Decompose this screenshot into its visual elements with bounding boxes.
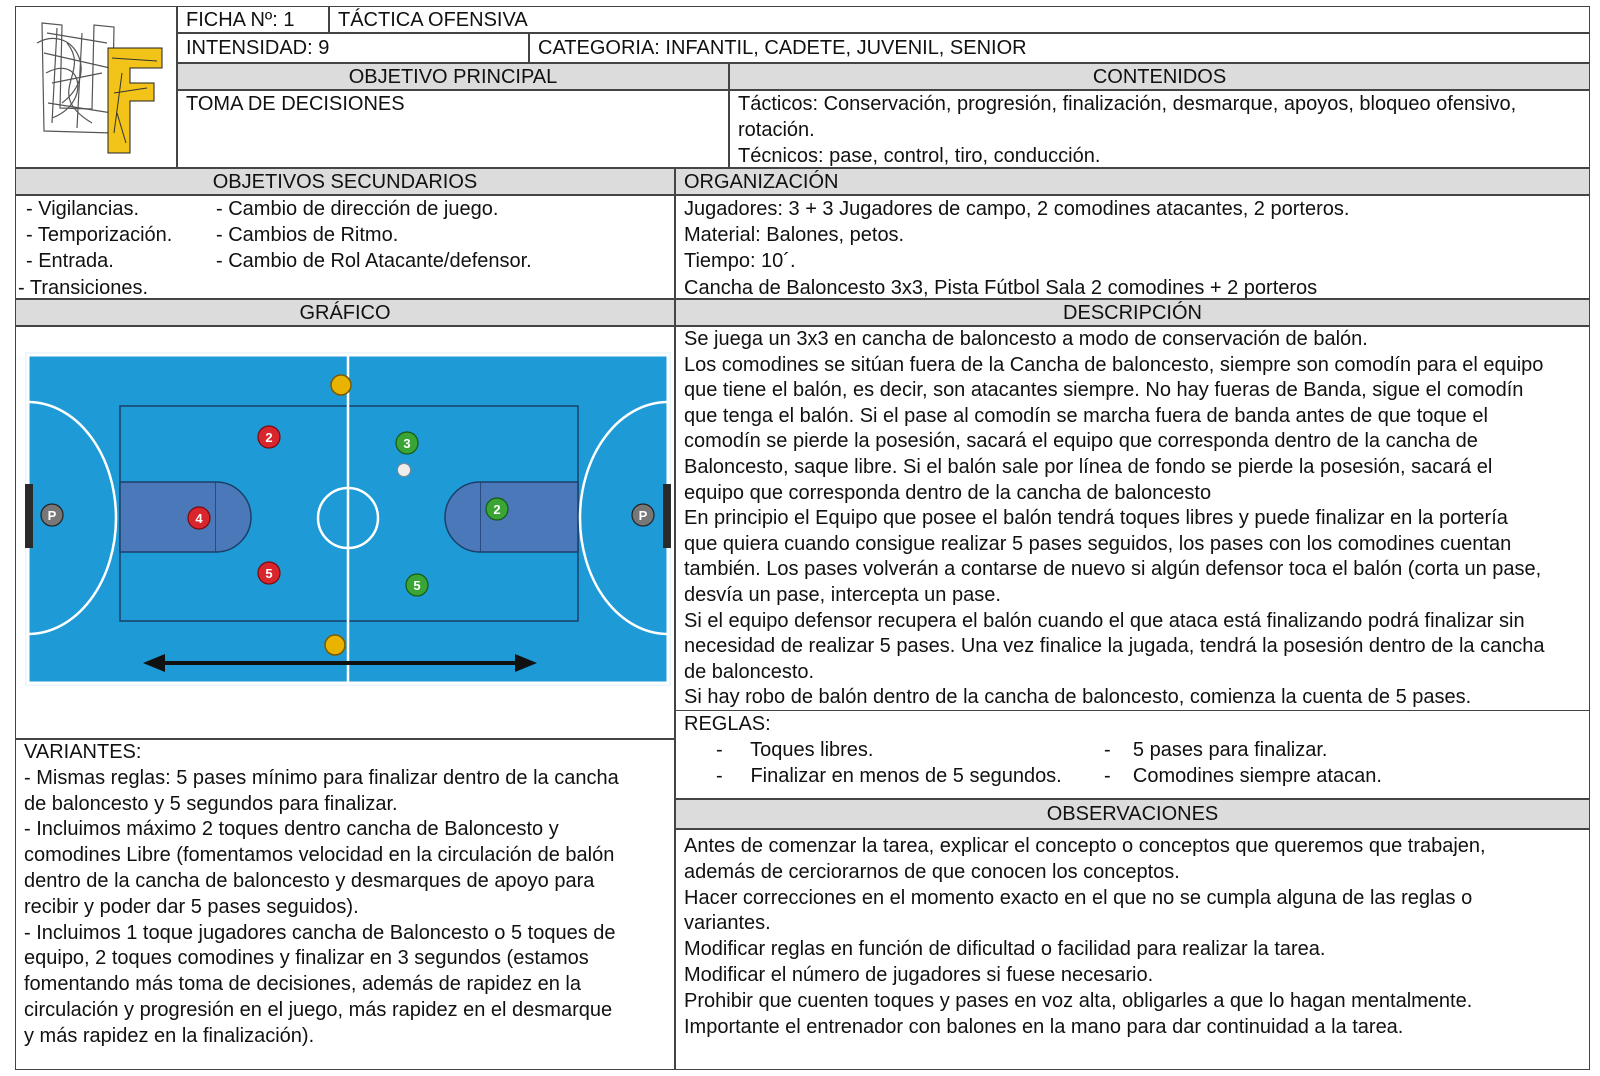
objetivo-secundario-item: - Cambio de Rol Atacante/defensor.	[216, 250, 532, 273]
objetivo-secundario-item: - Cambios de Ritmo.	[216, 224, 399, 247]
grafico-header: GRÁFICO	[15, 299, 675, 326]
red-player-4	[188, 507, 210, 529]
goalkeeper-left	[41, 504, 63, 526]
regla-item: - Comodines siempre atacan.	[1104, 765, 1382, 788]
green-player-2	[486, 498, 508, 520]
observaciones-line: Antes de comenzar la tarea, explicar el concepto o conceptos que queremos que trabajen,	[684, 835, 1486, 857]
svg-text:2: 2	[265, 430, 273, 445]
joker-bottom-marker	[325, 635, 345, 655]
goalkeeper-right	[632, 504, 654, 526]
variantes-line: comodines Libre (fomentamos velocidad en la circulación de balón	[24, 844, 615, 867]
organizacion-header: ORGANIZACIÓN	[675, 168, 1590, 195]
variantes-line: fomentando más toma de decisiones, además de rapidez en la	[24, 973, 582, 996]
variantes-line: equipo, 2 toques comodines y finalizar en 3 segundos (estamos	[24, 947, 589, 970]
green-player-3	[396, 432, 418, 454]
svg-text:P: P	[47, 508, 57, 523]
reglas-title: REGLAS:	[684, 713, 771, 735]
organizacion-line: Tiempo: 10´.	[684, 250, 796, 273]
regla-item: - Finalizar en menos de 5 segundos.	[716, 765, 1062, 788]
ficha-number: FICHA Nº: 1	[177, 6, 329, 33]
intensidad: INTENSIDAD: 9	[177, 33, 529, 63]
observaciones-text	[675, 829, 1590, 1070]
variantes-line: - Mismas reglas: 5 pases mínimo para finalizar dentro de la cancha	[24, 766, 619, 789]
variantes-line: - Incluimos máximo 2 toques dentro cancha de Baloncesto y	[24, 818, 559, 841]
organizacion-line: Cancha de Baloncesto 3x3, Pista Fútbol Sala 2 comodines + 2 porteros	[684, 276, 1318, 299]
organizacion-line: Material: Balones, petos.	[684, 224, 905, 247]
svg-text:5: 5	[265, 566, 273, 581]
observaciones-line: Importante el entrenador con balones en la mano para dar continuidad a la tarea.	[684, 1015, 1404, 1038]
variantes-line: circulación y progresión en el juego, más rapidez en el desmarque	[24, 998, 613, 1021]
regla-item: - Toques libres.	[716, 739, 874, 761]
contenidos-line: Tácticos: Conservación, progresión, finalización, desmarque, apoyos, bloqueo ofensivo,	[738, 93, 1517, 115]
contenidos-line: Técnicos: pase, control, tiro, conducción.	[738, 145, 1101, 168]
descripcion-line: que tenga el balón. Si el pase al comodín se marcha fuera de banda antes de que toque el	[684, 404, 1488, 427]
descripcion-line: también. Los pases volverán a contarse de nuevo si algún defensor toca el balón (corta un pase,	[684, 558, 1542, 581]
svg-text:2: 2	[493, 502, 501, 517]
descripcion-line: equipo que corresponda dentro de la cancha de baloncesto	[684, 481, 1212, 504]
observaciones-line: Modificar el número de jugadores si fuese necesario.	[684, 963, 1154, 986]
variantes-line: de baloncesto y 5 segundos para finalizar.	[24, 792, 398, 815]
svg-text:5: 5	[413, 578, 421, 593]
descripcion-text	[675, 326, 1590, 711]
observaciones-line: además de cerciorarnos de que conocen los conceptos.	[684, 860, 1180, 883]
reglas-cell	[675, 711, 1590, 799]
observaciones-line: Prohibir que cuenten toques y pases en voz alta, obligarles a que lo hagan mentalmente.	[684, 989, 1473, 1012]
svg-text:P: P	[638, 508, 648, 523]
tactica-title: TÁCTICA OFENSIVA	[329, 6, 1590, 33]
objetivo-secundario-item: - Entrada.	[26, 250, 114, 273]
contenidos-text	[729, 90, 1590, 168]
objetivo-secundario-item: - Temporización.	[26, 224, 173, 247]
descripcion-line: desvía un pase, intercepta un pase.	[684, 583, 1001, 606]
regla-item: - 5 pases para finalizar.	[1104, 739, 1328, 761]
variantes-line: dentro de la cancha de baloncesto y desmarques de apoyo para	[24, 869, 595, 892]
observaciones-line: Hacer correcciones en el momento exacto en el que no se cumpla alguna de las reglas o	[684, 886, 1473, 909]
joker-top-marker	[331, 375, 351, 395]
ball-marker	[398, 464, 411, 477]
variantes-cell	[15, 739, 675, 1070]
descripcion-line: Si el equipo defensor recupera el balón cuando el que ataca está finalizando podrá finalizar sin	[684, 609, 1525, 632]
objetivo-principal-header: OBJETIVO PRINCIPAL	[177, 63, 729, 90]
descripcion-line: que tiene el balón, es decir, son atacantes siempre. No hay fueras de Banda, sigue el comodín	[684, 379, 1524, 402]
organizacion-text	[675, 195, 1590, 299]
objetivo-principal-text: TOMA DE DECISIONES	[177, 90, 729, 168]
variantes-title: VARIANTES:	[24, 741, 142, 763]
contenidos-line: rotación.	[738, 119, 815, 142]
descripcion-line: que quiera cuando consigue realizar 5 pases seguidos, los pases con los comodines cuentan	[684, 532, 1512, 555]
logo-icon	[22, 13, 172, 163]
observaciones-header: OBSERVACIONES	[675, 799, 1590, 829]
descripcion-line: En principio el Equipo que posee el balón tendrá toques libres y puede finalizar en la portería	[684, 507, 1508, 530]
green-player-5	[406, 574, 428, 596]
descripcion-line: Si hay robo de balón dentro de la cancha de baloncesto, comienza la cuenta de 5 pases.	[684, 686, 1472, 709]
variantes-line: recibir y poder dar 5 pases seguidos).	[24, 895, 359, 918]
descripcion-line: de baloncesto.	[684, 660, 815, 683]
categoria: CATEGORIA: INFANTIL, CADETE, JUVENIL, SENIOR	[529, 33, 1590, 63]
descripcion-line: Se juega un 3x3 en cancha de baloncesto a modo de conservación de balón.	[684, 328, 1368, 350]
grafico-cell	[15, 326, 675, 739]
descripcion-line: necesidad de realizar 5 pases. Una vez finalice la jugada, tendrá la posesión dentro de la cancha	[684, 635, 1545, 658]
descripcion-line: Los comodines se sitúan fuera de la Cancha de baloncesto, siempre son comodín para el equipo	[684, 353, 1544, 376]
futsal-court-diagram	[25, 352, 671, 686]
red-player-2	[258, 426, 280, 448]
objetivo-secundario-item: - Transiciones.	[18, 276, 149, 299]
descripcion-header: DESCRIPCIÓN	[675, 299, 1590, 326]
logo-cell	[15, 6, 177, 168]
objetivos-secundarios-list	[15, 195, 675, 299]
descripcion-line: comodín se pierde la posesión, sacará el equipo que corresponda dentro de la cancha de	[684, 430, 1478, 453]
svg-text:4: 4	[195, 511, 203, 526]
objetivos-secundarios-header: OBJETIVOS SECUNDARIOS	[15, 168, 675, 195]
organizacion-line: Jugadores: 3 + 3 Jugadores de campo, 2 comodines atacantes, 2 porteros.	[684, 198, 1350, 220]
observaciones-line: variantes.	[684, 912, 771, 935]
red-player-5	[258, 562, 280, 584]
objetivo-secundario-item: - Cambio de dirección de juego.	[216, 198, 499, 220]
descripcion-line: Baloncesto, saque libre. Si el balón sale por línea de fondo se pierde la posesión, sacará el	[684, 455, 1493, 478]
objetivo-secundario-item: - Vigilancias.	[26, 198, 140, 220]
contenidos-header: CONTENIDOS	[729, 63, 1590, 90]
variantes-line: y más rapidez en la finalización).	[24, 1024, 315, 1047]
variantes-line: - Incluimos 1 toque jugadores cancha de Baloncesto o 5 toques de	[24, 921, 616, 944]
svg-text:3: 3	[403, 436, 411, 451]
observaciones-line: Modificar reglas en función de dificultad o facilidad para realizar la tarea.	[684, 938, 1326, 961]
